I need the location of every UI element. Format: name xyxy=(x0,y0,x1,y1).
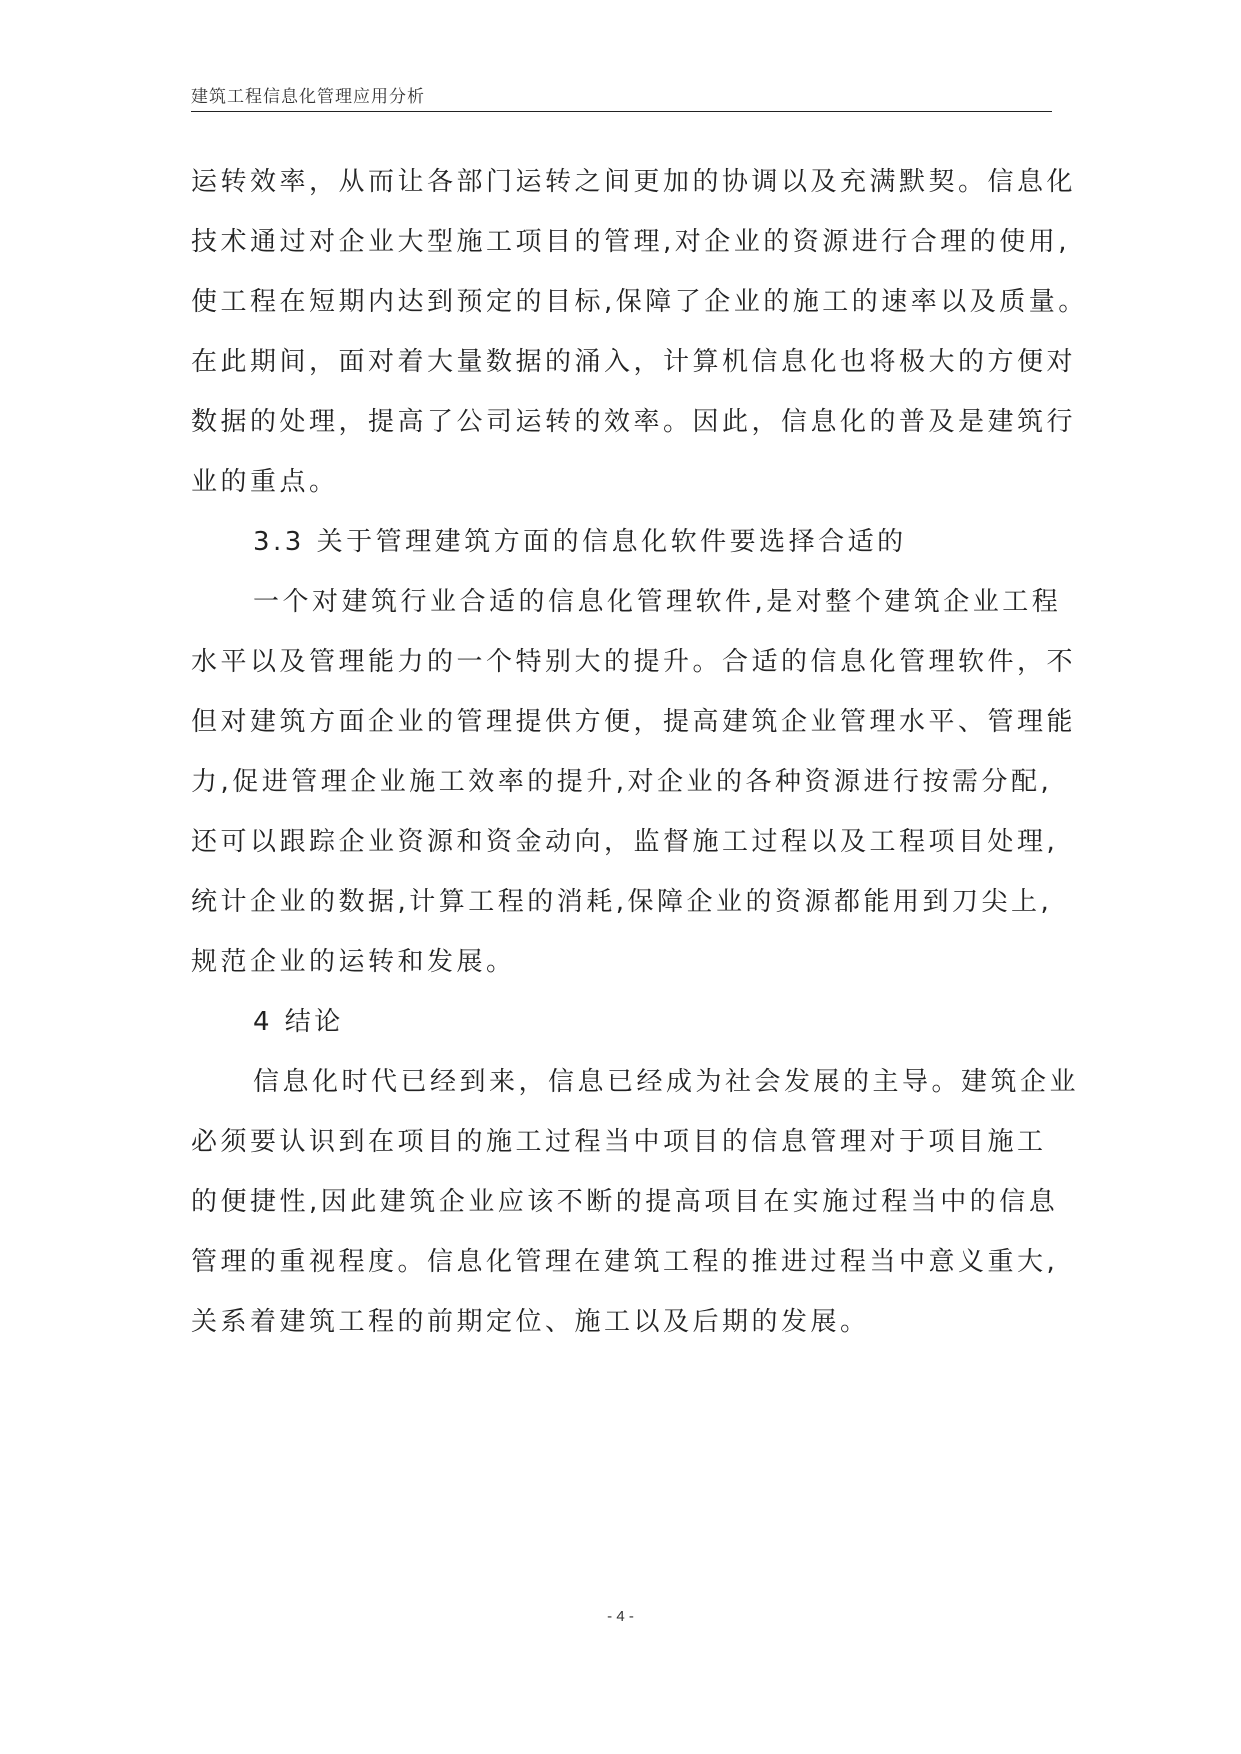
paragraph-line: 业的重点。 xyxy=(191,467,339,497)
paragraph-line: 水平以及管理能力的一个特别大的提升。合适的信息化管理软件，不 xyxy=(191,647,1077,677)
paragraph-line: 技术通过对企业大型施工项目的管理,对企业的资源进行合理的使用, xyxy=(191,227,1071,257)
running-header: 建筑工程信息化管理应用分析 xyxy=(191,87,425,107)
section-heading: 3.3 关于管理建筑方面的信息化软件要选择合适的 xyxy=(253,527,907,557)
paragraph-line: 数据的处理，提高了公司运转的效率。因此，信息化的普及是建筑行 xyxy=(191,407,1077,437)
paragraph-line: 的便捷性,因此建筑企业应该不断的提高项目在实施过程当中的信息 xyxy=(191,1187,1059,1217)
page-number: - 4 - xyxy=(607,1608,634,1625)
body-text xyxy=(191,152,1088,1352)
paragraph-line: 运转效率，从而让各部门运转之间更加的协调以及充满默契。信息化 xyxy=(191,167,1077,197)
section-heading: 4 结论 xyxy=(253,1007,344,1037)
paragraph-line: 但对建筑方面企业的管理提供方便，提高建筑企业管理水平、管理能 xyxy=(191,707,1077,737)
paragraph-line: 规范企业的运转和发展。 xyxy=(191,947,516,977)
paragraph-line: 统计企业的数据,计算工程的消耗,保障企业的资源都能用到刀尖上, xyxy=(191,887,1053,917)
paragraph-line: 信息化时代已经到来，信息已经成为社会发展的主导。建筑企业 xyxy=(253,1067,1080,1097)
paragraph-line: 一个对建筑行业合适的信息化管理软件,是对整个建筑企业工程 xyxy=(253,587,1062,617)
paragraph-line: 管理的重视程度。信息化管理在建筑工程的推进过程当中意义重大, xyxy=(191,1247,1059,1277)
paragraph-line: 必须要认识到在项目的施工过程当中项目的信息管理对于项目施工 xyxy=(191,1127,1047,1157)
paragraph-line: 使工程在短期内达到预定的目标,保障了企业的施工的速率以及质量。 xyxy=(191,287,1088,317)
paragraph-line: 关系着建筑工程的前期定位、施工以及后期的发展。 xyxy=(191,1307,870,1337)
header-rule xyxy=(191,111,1052,112)
paragraph-line: 力,促进管理企业施工效率的提升,对企业的各种资源进行按需分配, xyxy=(191,767,1053,797)
paragraph-line: 还可以跟踪企业资源和资金动向，监督施工过程以及工程项目处理, xyxy=(191,827,1059,857)
paragraph-line: 在此期间，面对着大量数据的涌入，计算机信息化也将极大的方便对 xyxy=(191,347,1077,377)
